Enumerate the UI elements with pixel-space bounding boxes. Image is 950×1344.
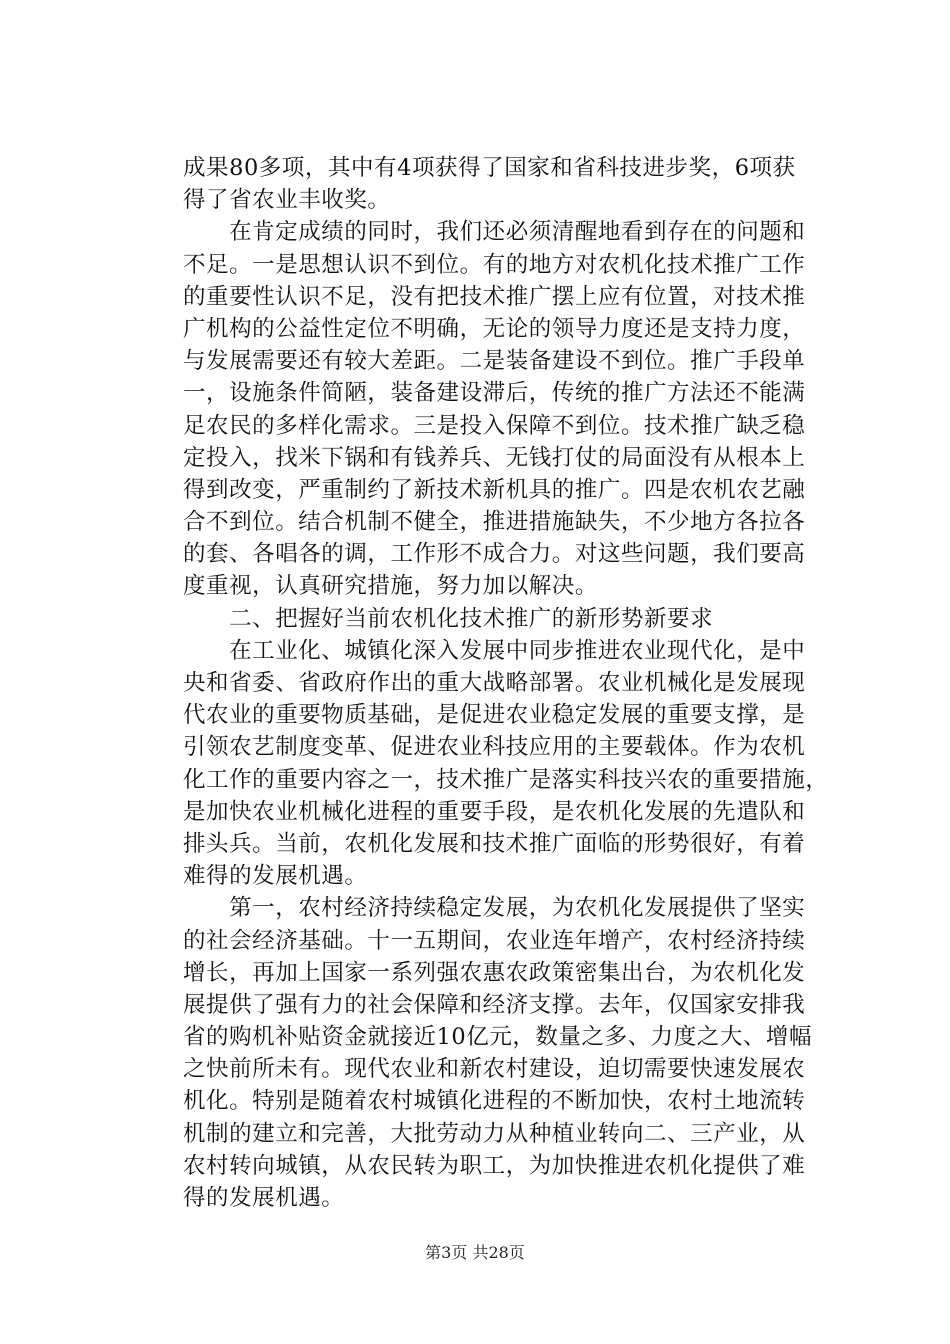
text-line: 合不到位。结合机制不健全，推进措施缺失，不少地方各拉各 [183,509,806,536]
page-footer: 第3页 共28页 [425,1243,525,1262]
text-line: 二、把握好当前农机化技术推广的新形势新要求 [183,605,714,632]
text-line: 得的发展机遇。 [183,1185,345,1211]
text-line: 央和省委、省政府作出的重大战略部署。农业机械化是发展现 [183,670,806,696]
text-line: 展提供了强有力的社会保障和经济支撑。去年，仅国家安排我 [183,991,806,1018]
text-line: 一，设施条件简陋，装备建设滞后，传统的推广方法还不能满 [183,380,806,407]
text-line: 机化。特别是随着农村城镇化进程的不断加快，农村土地流转 [183,1088,806,1115]
document-body [183,152,829,1214]
text-line: 排头兵。当前，农机化发展和技术推广面临的形势很好，有着 [183,830,806,857]
text-line: 度重视，认真研究措施，努力加以解决。 [183,573,598,600]
text-line: 成果80多项，其中有4项获得了国家和省科技进步奖，6项获 [183,155,796,181]
text-line: 在肯定成绩的同时，我们还必须清醒地看到存在的问题和 [183,219,806,246]
text-line: 的套、各唱各的调，工作形不成合力。对这些问题，我们要高 [183,541,806,568]
text-line: 定投入，找米下锅和有钱养兵、无钱打仗的局面没有从根本上 [183,444,806,471]
text-line: 难得的发展机遇。 [183,863,368,890]
text-line: 农村转向城镇，从农民转为职工，为加快推进农机化提供了难 [183,1152,806,1179]
text-line: 与发展需要还有较大差距。二是装备建设不到位。推广手段单 [183,348,806,375]
text-line: 不足。一是思想认识不到位。有的地方对农机化技术推广工作 [183,251,806,278]
text-line: 代农业的重要物质基础，是促进农业稳定发展的重要支撑，是 [183,702,806,729]
text-line: 是加快农业机械化进程的重要手段，是农机化发展的先遣队和 [183,798,806,825]
text-line: 化工作的重要内容之一，技术推广是落实科技兴农的重要措施， [183,766,829,793]
text-line: 得了省农业丰收奖。 [183,187,391,214]
text-line: 在工业化、城镇化深入发展中同步推进农业现代化，是中 [183,637,806,664]
text-line: 得到改变，严重制约了新技术新机具的推广。四是农机农艺融 [183,476,806,503]
text-line: 增长，再加上国家一系列强农惠农政策密集出台，为农机化发 [183,959,806,986]
text-line: 省的购机补贴资金就接近10亿元，数量之多、力度之大、增幅 [183,1024,813,1051]
text-line: 第一，农村经济持续稳定发展，为农机化发展提供了坚实 [183,895,806,922]
text-line: 广机构的公益性定位不明确，无论的领导力度还是支持力度， [183,315,806,342]
text-line: 的社会经济基础。十一五期间，农业连年增产，农村经济持续 [183,927,806,954]
text-line: 机制的建立和完善，大批劳动力从种植业转向二、三产业，从 [183,1120,806,1147]
text-line: 的重要性认识不足，没有把技术推广摆上应有位置，对技术推 [183,283,806,310]
text-line: 足农民的多样化需求。三是投入保障不到位。技术推广缺乏稳 [183,412,806,439]
text-line: 引领农艺制度变革、促进农业科技应用的主要载体。作为农机 [183,734,806,761]
text-line: 之快前所未有。现代农业和新农村建设，迫切需要快速发展农 [183,1056,806,1083]
